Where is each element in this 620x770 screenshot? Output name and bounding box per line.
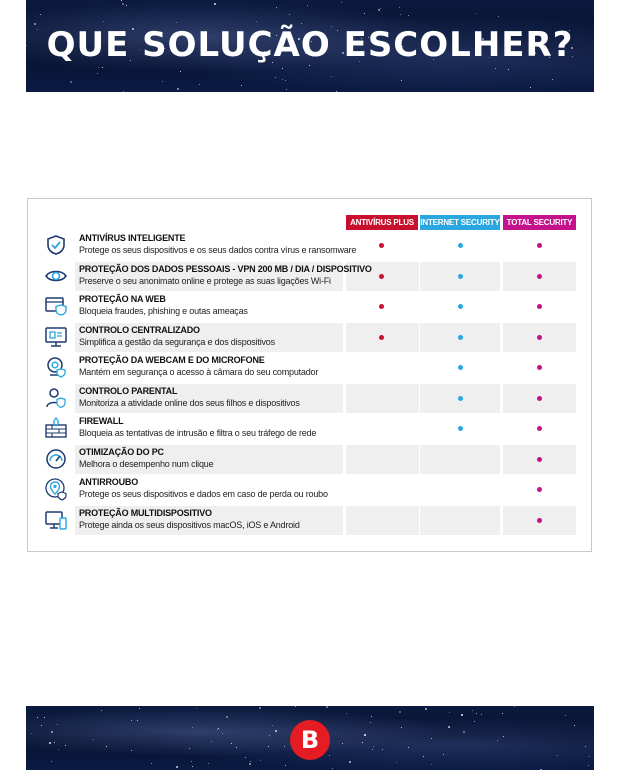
included-dot-av bbox=[379, 274, 384, 279]
row-cell bbox=[346, 506, 419, 535]
feature-row bbox=[40, 506, 576, 535]
row-cell bbox=[346, 353, 419, 382]
feature-title: CONTROLO PARENTAL bbox=[79, 385, 178, 396]
footer-banner bbox=[26, 706, 594, 770]
included-dot-av bbox=[379, 304, 384, 309]
feature-row bbox=[40, 384, 576, 413]
feature-title: FIREWALL bbox=[79, 416, 124, 426]
page-title: QUE SOLUÇÃO ESCOLHER? bbox=[46, 25, 574, 65]
feature-description: Simplifica a gestão da segurança e dos dispositivos bbox=[79, 336, 275, 347]
included-dot-ts bbox=[537, 518, 542, 523]
feature-row bbox=[40, 292, 576, 321]
feature-title: CONTROLO CENTRALIZADO bbox=[79, 324, 200, 335]
feature-row bbox=[40, 414, 576, 443]
included-dot-is bbox=[458, 274, 463, 279]
included-dot-ts bbox=[537, 274, 542, 279]
row-cell bbox=[420, 506, 500, 535]
feature-description: Protege ainda os seus dispositivos macOS, iOS e Android bbox=[79, 519, 300, 530]
feature-title: PROTEÇÃO DOS DADOS PESSOAIS - VPN 200 MB / DIA / DISPOSITIVO bbox=[79, 263, 372, 274]
included-dot-is bbox=[458, 426, 463, 431]
feature-row bbox=[40, 475, 576, 504]
included-dot-ts bbox=[537, 335, 542, 340]
included-dot-ts bbox=[537, 365, 542, 370]
row-cell bbox=[346, 475, 419, 504]
feature-title: PROTEÇÃO MULTIDISPOSITIVO bbox=[79, 507, 212, 518]
row-cell bbox=[420, 475, 500, 504]
feature-title: OTIMIZAÇÃO DO PC bbox=[79, 446, 164, 457]
feature-row bbox=[40, 262, 576, 291]
row-cell bbox=[346, 414, 419, 443]
included-dot-is bbox=[458, 304, 463, 309]
feature-description: Preserve o seu anonimato online e protege as suas ligações Wi-Fi bbox=[79, 275, 331, 286]
included-dot-av bbox=[379, 243, 384, 248]
feature-title: ANTIVÍRUS INTELIGENTE bbox=[79, 233, 186, 243]
column-header-internet-security: INTERNET SECURITY bbox=[420, 215, 500, 230]
feature-title: PROTEÇÃO NA WEB bbox=[79, 294, 166, 304]
included-dot-ts bbox=[537, 396, 542, 401]
webcam-icon bbox=[44, 355, 68, 379]
multi-device-icon bbox=[44, 508, 68, 532]
feature-title: ANTIRROUBO bbox=[79, 477, 138, 487]
web-shield-icon bbox=[44, 294, 68, 318]
column-header-total-security: TOTAL SECURITY bbox=[503, 215, 576, 230]
feature-title: PROTEÇÃO DA WEBCAM E DO MICROFONE bbox=[79, 355, 265, 365]
feature-row bbox=[40, 353, 576, 382]
eye-icon bbox=[44, 264, 68, 288]
row-cell bbox=[420, 445, 500, 474]
included-dot-is bbox=[458, 335, 463, 340]
feature-description: Monitoriza a atividade online dos seus filhos e dispositivos bbox=[79, 397, 300, 408]
feature-description: Bloqueia fraudes, phishing e outas ameaças bbox=[79, 306, 248, 316]
feature-description: Bloqueia as tentativas de intrusão e filtra o seu tráfego de rede bbox=[79, 428, 317, 438]
included-dot-is bbox=[458, 396, 463, 401]
row-cell bbox=[346, 384, 419, 413]
included-dot-is bbox=[458, 365, 463, 370]
included-dot-av bbox=[379, 335, 384, 340]
location-pin-icon bbox=[44, 477, 68, 501]
firewall-icon bbox=[44, 416, 68, 440]
feature-row bbox=[40, 323, 576, 352]
header-banner bbox=[26, 0, 594, 92]
speedometer-icon bbox=[44, 447, 68, 471]
column-header-antivirus-plus: ANTIVÍRUS PLUS bbox=[346, 215, 418, 230]
included-dot-ts bbox=[537, 243, 542, 248]
monitor-control-icon bbox=[44, 325, 68, 349]
included-dot-is bbox=[458, 243, 463, 248]
included-dot-ts bbox=[537, 426, 542, 431]
shield-check-icon bbox=[44, 233, 68, 257]
feature-description: Protege os seus dispositivos e os seus dados contra vírus e ransomware bbox=[79, 245, 357, 255]
included-dot-ts bbox=[537, 304, 542, 309]
feature-row bbox=[40, 231, 576, 260]
feature-row bbox=[40, 445, 576, 474]
parent-child-icon bbox=[44, 386, 68, 410]
feature-description: Mantém em segurança o acesso à câmara do seu computador bbox=[79, 367, 319, 377]
bitdefender-logo: B bbox=[290, 720, 330, 760]
feature-description: Protege os seus dispositivos e dados em caso de perda ou roubo bbox=[79, 489, 328, 499]
feature-description: Melhora o desempenho num clique bbox=[79, 458, 214, 469]
included-dot-ts bbox=[537, 457, 542, 462]
included-dot-ts bbox=[537, 487, 542, 492]
row-cell bbox=[346, 445, 419, 474]
